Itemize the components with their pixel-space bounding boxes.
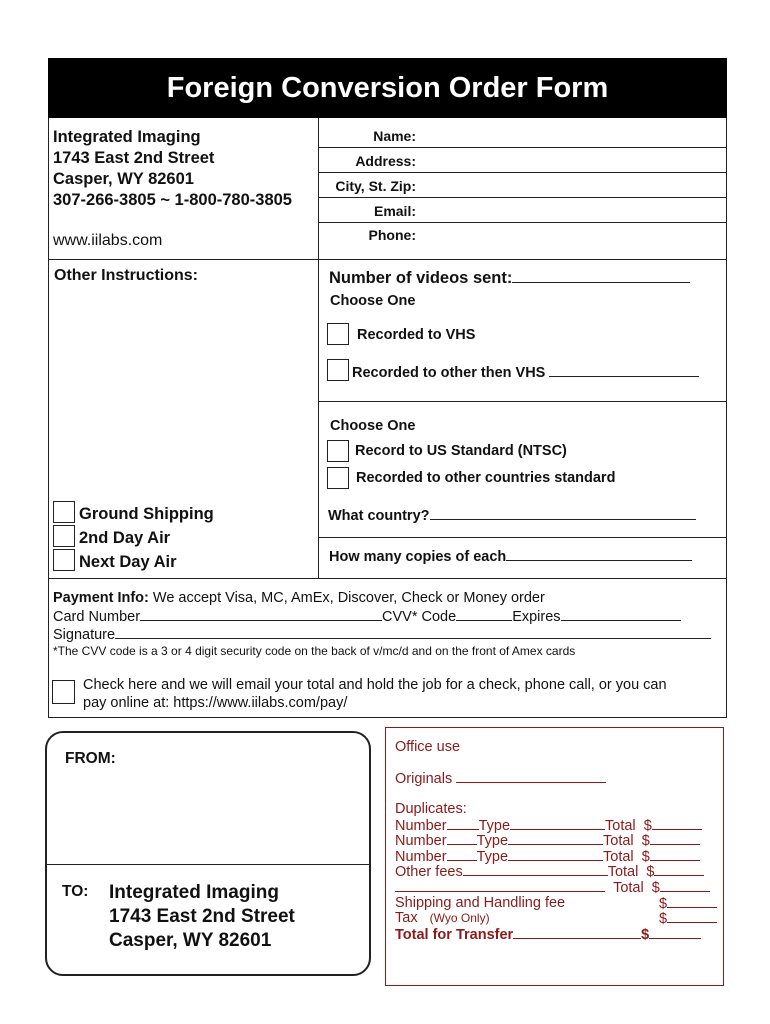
total-field[interactable] (660, 879, 710, 892)
cvv-note: *The CVV code is a 3 or 4 digit security code on the back of v/mc/d and on the front of Amex cards (53, 644, 576, 658)
total-label: Total (603, 849, 634, 865)
what-country-field[interactable] (430, 507, 696, 520)
number-field[interactable] (447, 832, 477, 845)
to-address (109, 881, 295, 953)
office-use-title: Office use (395, 739, 461, 755)
payment-info-text: We accept Visa, MC, AmEx, Discover, Check or Money order (152, 590, 545, 606)
number-field[interactable] (447, 848, 477, 861)
email-total-line2: pay online at: https://www.iilabs.com/pay/ (83, 695, 348, 711)
originals-field[interactable] (456, 770, 606, 783)
city-label: City, St. Zip: (335, 178, 416, 194)
originals-row (395, 770, 606, 787)
email-label: Email: (373, 203, 416, 219)
city-field[interactable] (420, 173, 720, 195)
company-website: www.iilabs.com (53, 232, 163, 249)
choose-one-label-2: Choose One (330, 418, 416, 434)
total-label: Total (603, 833, 634, 849)
email-total-checkbox[interactable] (52, 680, 75, 704)
next-day-label: Next Day Air (79, 553, 177, 571)
ground-shipping-checkbox[interactable] (53, 501, 75, 523)
other-vhs-checkbox[interactable] (327, 359, 349, 381)
address-label: Address: (355, 153, 416, 169)
other-fees-row (395, 863, 704, 880)
section-divider (48, 259, 727, 260)
dollar-label: $ (646, 864, 655, 880)
type-label: Type (478, 818, 511, 834)
dollar-label: $ (641, 849, 650, 865)
column-divider (318, 118, 319, 578)
dollar-label: $ (641, 833, 650, 849)
dollar-label: $ (643, 818, 652, 834)
signature-row (53, 626, 711, 643)
to-city: Casper, WY 82601 (109, 930, 272, 951)
address-field[interactable] (420, 148, 720, 170)
total-field[interactable] (650, 848, 700, 861)
total-transfer-row (395, 926, 701, 943)
email-total-line1: Check here and we will email your total and hold the job for a check, phone call, or you can (83, 677, 667, 693)
originals-label: Originals (395, 771, 453, 787)
other-fees-label: Other fees (395, 864, 463, 880)
type-field[interactable] (508, 832, 603, 845)
other-fees-field[interactable] (463, 863, 608, 876)
company-city: Casper, WY 82601 (53, 170, 194, 188)
type-label: Type (476, 833, 509, 849)
signature-field[interactable] (115, 626, 711, 639)
videos-count-row (329, 269, 690, 288)
ntsc-checkbox[interactable] (327, 440, 349, 462)
mailing-divider (46, 864, 370, 865)
payment-info-label: Payment Info: (53, 590, 149, 606)
email-total-text (83, 676, 667, 712)
tax-note: (Wyo Only) (429, 911, 490, 925)
number-label: Number (395, 818, 447, 834)
what-country-label: What country? (328, 508, 430, 524)
what-country-row (328, 507, 696, 524)
type-label: Type (476, 849, 509, 865)
shipping-fee-label: Shipping and Handling fee (395, 895, 566, 911)
name-field[interactable] (420, 122, 720, 144)
signature-label: Signature (53, 627, 116, 643)
from-field[interactable] (62, 775, 357, 859)
section-divider (48, 578, 727, 579)
total-transfer-field[interactable] (513, 926, 641, 939)
other-format-field[interactable] (549, 364, 699, 377)
payment-info-row (53, 590, 545, 606)
card-number-label: Card Number (53, 609, 141, 625)
section-divider (318, 537, 727, 538)
to-street: 1743 East 2nd Street (109, 906, 295, 927)
number-field[interactable] (447, 817, 479, 830)
other-instructions-label: Other Instructions: (54, 267, 199, 284)
tax-label: Tax (395, 910, 418, 926)
to-label: TO: (62, 883, 89, 900)
total-transfer-label: Total for Transfer (395, 927, 514, 943)
cvv-label: CVV* Code (382, 609, 457, 625)
total-transfer-amount[interactable] (649, 926, 701, 939)
total-label: Total (613, 880, 644, 896)
from-label: FROM: (65, 750, 116, 767)
dollar-label: $ (659, 911, 668, 927)
copies-field[interactable] (506, 548, 692, 561)
name-label: Name: (373, 128, 416, 144)
total-field[interactable] (650, 832, 700, 845)
total-label: Total (605, 818, 636, 834)
number-label: Number (395, 833, 447, 849)
cvv-field[interactable] (456, 608, 512, 621)
other-standard-checkbox[interactable] (327, 467, 349, 489)
type-field[interactable] (508, 848, 603, 861)
vhs-checkbox[interactable] (327, 323, 349, 345)
card-number-field[interactable] (140, 608, 382, 621)
number-label: Number (395, 849, 447, 865)
ntsc-label: Record to US Standard (NTSC) (355, 443, 567, 459)
second-day-label: 2nd Day Air (79, 529, 171, 547)
ground-shipping-label: Ground Shipping (79, 505, 214, 523)
videos-count-field[interactable] (512, 270, 690, 283)
email-field[interactable] (420, 198, 720, 220)
total-field[interactable] (652, 817, 702, 830)
copies-row (329, 548, 692, 565)
duplicate-row (395, 832, 700, 849)
vhs-label: Recorded to VHS (357, 327, 476, 343)
other-vhs-label: Recorded to other then VHS (352, 365, 546, 381)
next-day-checkbox[interactable] (53, 549, 75, 571)
to-name: Integrated Imaging (109, 882, 279, 903)
tax-row (395, 910, 490, 926)
tax-field[interactable] (667, 910, 717, 923)
other-instructions-field[interactable] (52, 290, 314, 495)
company-street: 1743 East 2nd Street (53, 149, 215, 167)
dollar-label: $ (641, 927, 650, 943)
choose-one-label: Choose One (330, 293, 416, 309)
copies-label: How many copies of each (329, 549, 507, 565)
tax-amount (659, 910, 717, 927)
form-title: Foreign Conversion Order Form (48, 58, 727, 118)
other-vhs-row (352, 364, 699, 381)
shipping-fee-row (395, 895, 565, 911)
duplicates-label: Duplicates: (395, 801, 467, 817)
section-divider (318, 401, 727, 402)
blank-fee-field[interactable] (395, 879, 605, 892)
company-name: Integrated Imaging (53, 128, 201, 146)
total-field[interactable] (654, 863, 704, 876)
phone-field[interactable] (420, 223, 720, 253)
dollar-label: $ (651, 880, 660, 896)
dollar-label: $ (659, 896, 668, 912)
second-day-checkbox[interactable] (53, 525, 75, 547)
type-field[interactable] (510, 817, 605, 830)
blank-fee-row (395, 879, 710, 896)
total-label: Total (607, 864, 639, 880)
card-row (53, 608, 681, 625)
other-standard-label: Recorded to other countries standard (356, 470, 616, 486)
company-phones: 307-266-3805 ~ 1-800-780-3805 (53, 191, 292, 209)
phone-label: Phone: (368, 227, 416, 243)
expires-label: Expires (512, 609, 561, 625)
shipping-fee-field[interactable] (667, 895, 717, 908)
videos-count-label: Number of videos sent: (329, 269, 513, 287)
expires-field[interactable] (561, 608, 681, 621)
